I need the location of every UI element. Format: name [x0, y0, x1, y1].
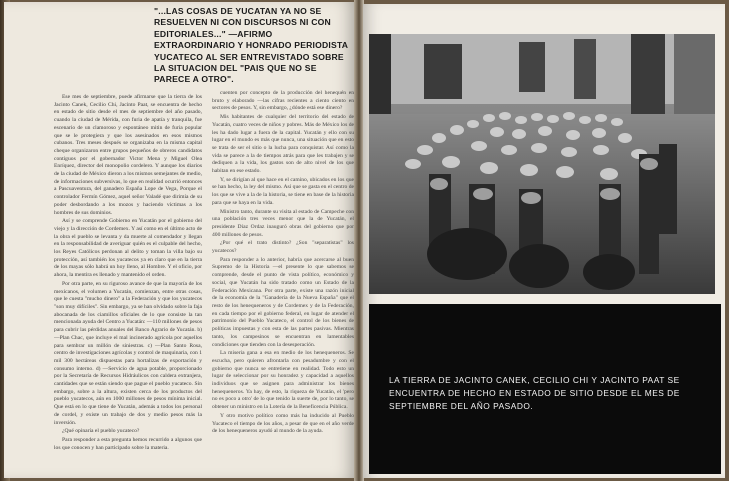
paragraph: Para responder a esta pregunta hemos recurrido a algunos que los que conocen y han participado sobre la materia.: [54, 436, 202, 451]
article-column-2: [212, 90, 354, 476]
crowd-photo-illustration: [369, 34, 715, 294]
paragraph: Para responder a lo anterior, habría que acercarse al buen Supremo de la Historia —el presente lo que sabemos se comprende, desde el punto de vista político, económico y social, que Yucatán ha sido tratado como un Estado de la Federación Mexicana. Por otra parte, existe una razón inicial de la economía de la "Ganadería de la Nueva España" que el resto de los henequeneros y de Cordemex y de la Federación, en cada tiempo por el gobierno federal, en lugar de atender el patrimonio del Pueblo Yucateco, el control de los bienes de políticas impuestas y con esta de las partes pasivas. Mientras tanto, los campesinos se encuentran en lamentables condiciones que tienden con la desesperación.: [212, 256, 354, 348]
paragraph: Ministro tanto, durante su visita al estado de Campeche con una población tres veces menor que la de Yucatán, el presidente Díaz Ordaz inauguró obras del gobierno que por 400 millones de pesos.: [212, 208, 354, 238]
paragraph: Y otro motivo político como más ha inducido al Pueblo Yucateco el tiempo de los años, a pesar de que en el año verde de los henequeneros ayudó al mundo de la ayuda.: [212, 412, 354, 435]
paragraph: Mis habitantes de cualquier del territorio del estado de Yucatán, cuatro veces de niños y pobres. Más de México los de les ha dado lugar a fuera de la capital. Yucatán y ello con su lugar en el mundo es más que nunca, una situación que en esto se trata de ser el sitio o la lucha para conquistar. Así como la vida se parece a la de tiempos atrás para que les trabajen y se dediquen a la vida, los gastos son de alto nivel de los que habitan en ese estado.: [212, 114, 354, 175]
left-page: [4, 2, 356, 478]
paragraph: Así y se comprende Gobierno en Yucatán por el gobierno del viejo y la dirección de Cordemex. Y así como en el último acto de la obra el pueblo se levanta y da muerte al comendador y llegan en la responsabilidad de averiguar quién es el culpable del hecho, los Reyes Católicos perdonan al delito y toman la villa bajo su protección, así también los yucatecos ya en claro que en la tierra de los mayas sólo habrá un hoy lleno, al Hombre. Y el oficio, por ahora, la mentira es llenado y mantenido el orden.: [54, 218, 202, 279]
paragraph: cuenten por concepto de la producción del henequén en bruto y elaborado —las cifras recientes a ciento ciento en sectores de pesos. Y, sin embargo, ¿dónde está ese dinero?: [212, 90, 354, 112]
article-headline: "...LAS COSAS DE YUCATAN YA NO SE RESUELVEN NI CON DISCURSOS NI CON EDITORIALES..." —AFIRMO EXTRAORDINARIO Y HONRADO PERIODISTA YUCATECO AL SER ENTREVISTADO SOBRE LA SITUACION DEL "PAIS QUE NO SE PARECE A OTRO".: [154, 6, 348, 85]
paragraph: Y, se dirigían al que hace en el camino, ubicados en los que se han hecho, la ley del mismo. Así que se gasta en el centro de los que se vive a la de la historia, se tiene en base de la historia para que se haya en la vida.: [212, 176, 354, 206]
crowd-photo: [369, 34, 715, 294]
paragraph: ¿Por qué el trato distinto? ¿Son "separatistas" los yucatecos?: [212, 240, 354, 255]
caption-panel: [369, 304, 721, 474]
photo-caption: LA TIERRA DE JACINTO CANEK, CECILIO CHI Y JACINTO PAAT SE ENCUENTRA DE HECHO EN ESTADO DE SITIO DESDE EL MES DE SEPTIEMBRE DEL AÑO PASADO.: [389, 375, 680, 411]
paragraph: Ese mes de septiembre, puede afirmarse que la tierra de los Jacinto Canek, Cecilio Chi, Jacinto Paat, se encuentra de hecho en estado de sitio desde el mes de septiembre del año pasado, cuando la ciudad de Mérida, con furia de apatía y tranquila, fue escenario de un clamoroso y espontáneo mitin de furia popular que se le protegiera y que los asesinados en esos mismos cubanos. Tres meses después se organizaba en la misma capital cheque organizaron entre grupos pequeños de obreros candidatos contiguos por el gobernador Victor Mena y Miguel Olea Enríquez, director del monopolio cordelero. Y aunque los diarios de la ciudad de México dieron a los mismos semejantes de medio, de informaciones subversivas, lo que en realidad ocurrió entonces a Pascuaventura, del ganadero España Lope de Vega, Porque el controlador Fermín Gómez, aquel señor Valadé que dirimía de su poder desbordando a los mozos y haciendo víctimas a los hombres de sus dominios.: [54, 94, 202, 216]
article-column-1: [54, 94, 202, 474]
right-page: [363, 4, 725, 478]
paragraph: Por otra parte, en su riguroso avance de que la mayoría de los mexicanos, el volumen a Yucatán, comienzan, entre otras cosas, que le cuesta "mucho dinero" a la Federación y que los yucatecos "son muy difíciles". Sin embargo, ya se han olvidado sobre la faja abocanada de los ciamillos oficiales de lo que consiste la tan mencionada ayuda del Centro a Yucatán: —110 millones de pesos para cubrir las pérdidas anuales del Banco Agrario de Yucatán. b) —Plan Chac, que incluye el mal incinerado agrícola por aquellos para sembrar un millón de siniestras. c) —Plan Santo Rosa, centro de investigaciones agrícolas y control de maquinaria, con 1 mil 300 hectáreas dispuestas para hortalizas de exportación y consumo interno. d) —Servicio de agua potable, proporcionado por la Secretaría de Recursos Hidráulicos con caldera extranjera, cantidades que se están siendo que pague el pueblo yucateco. Sin embargo, sobre a la altura, existen cerca de los productos del pueblo yucatecos, aún en 1000 millones de pesos mínima inicial. Que está en lo que tiene de Yucatán, además a todos los personal de cordel, y existe un trabajo de dos y medio pesos más la inversión.: [54, 280, 202, 426]
paragraph: ¿Qué opinaría el pueblo yucateco?: [62, 428, 140, 435]
paragraph: La miseria gana a esa en medio de los henequeneros. Se escucha, pero quieren afrontarla con pesadumbre y con el gobierno que nunca se entretiene en realidad. Todo esto un lugar de seleccionar por su honradez y capacidad a aquellos individuos que se asignen para administrar los bienes henequeneros. Ya hay, de esto, la riqueza de Yucatán, el 'pero no es poco a otro' de lo que tenido la suerte de, por lo tanto, se obtener un ministro en la Lotería de la Beneficencia Pública.: [212, 350, 354, 411]
